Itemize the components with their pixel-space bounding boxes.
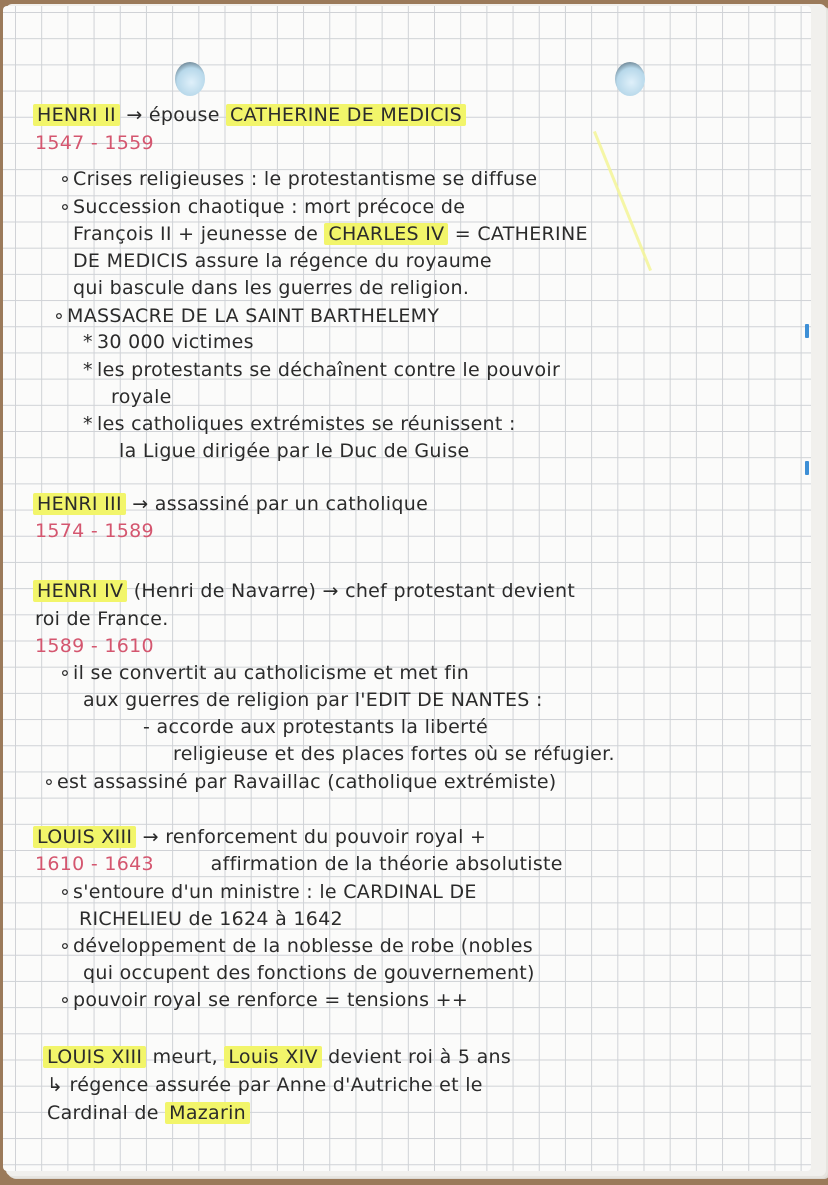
king-name: HENRI IV — [33, 580, 127, 602]
bullet-continuation: François II + jeunesse de CHARLES IV = CATHERINE — [73, 223, 588, 245]
sub-bullet-item: * les protestants se déchaînent contre le pouvoir — [83, 359, 561, 381]
highlighted-name: CHARLES IV — [324, 223, 448, 245]
summary-continuation: roi de France. — [35, 608, 169, 630]
sub-item-continuation: religieuse et des places fortes où se réfugier. — [173, 743, 615, 765]
bullet-continuation: aux guerres de religion par l'EDIT DE NANTES : — [83, 689, 543, 711]
bullet-item: ∘MASSACRE DE LA SAINT BARTHELEMY — [53, 305, 440, 327]
highlighted-name: CATHERINE DE MEDICIS — [226, 104, 466, 126]
bullet-item: ∘Crises religieuses : le protestantisme se diffuse — [59, 168, 538, 190]
conclusion-line: LOUIS XIII meurt, Louis XIV devient roi à 5 ans — [43, 1044, 511, 1070]
arrow-icon: → — [132, 493, 149, 515]
highlighted-name: Mazarin — [165, 1102, 250, 1124]
bullet-item: ∘développement de la noblesse de robe (nobles — [59, 935, 533, 957]
bullet-continuation: qui occupent des fonctions de gouvernement) — [83, 962, 535, 984]
conclusion-line: Cardinal de Mazarin — [47, 1100, 250, 1126]
bullet-item: ∘pouvoir royal se renforce = tensions ++ — [59, 989, 469, 1011]
reign-dates: 1574 - 1589 — [35, 520, 154, 542]
summary-text: assassiné par un catholique — [154, 493, 429, 515]
bullet-item: ∘est assassiné par Ravaillac (catholique extrémiste) — [43, 771, 557, 793]
section-louis-xiii-subheading — [35, 851, 563, 877]
reign-dates: 1547 - 1559 — [35, 132, 154, 154]
bullet-item: ∘Succession chaotique : mort précoce de — [59, 196, 466, 218]
king-name: HENRI III — [33, 493, 126, 515]
arrow-icon: → — [142, 826, 159, 848]
notebook-page — [3, 6, 811, 1171]
bullet-continuation: RICHELIEU de 1624 à 1642 — [79, 908, 343, 930]
summary-text: (Henri de Navarre) → chef protestant devient — [133, 580, 576, 602]
sub-bullet-continuation: la Ligue dirigée par le Duc de Guise — [119, 440, 470, 462]
summary-text: renforcement du pouvoir royal + — [165, 826, 487, 848]
king-name: LOUIS XIII — [33, 826, 136, 848]
conclusion-line: ↳ régence assurée par Anne d'Autriche et le — [47, 1074, 483, 1096]
sub-bullet-continuation: royale — [111, 386, 172, 408]
arrow-icon: → — [126, 104, 143, 126]
section-henri-iii-heading — [33, 491, 428, 517]
bullet-item: ∘il se convertit au catholicisme et met fin — [59, 662, 470, 684]
sub-item: - accorde aux protestants la liberté — [143, 716, 488, 738]
bullet-item: ∘s'entoure d'un ministre : le CARDINAL DE — [59, 881, 477, 903]
sub-bullet-item: * 30 000 victimes — [83, 331, 254, 353]
sub-bullet-item: * les catholiques extrémistes se réunissent : — [83, 413, 516, 435]
bullet-continuation: qui bascule dans les guerres de religion. — [73, 277, 470, 299]
bullet-continuation: DE MEDICIS assure la régence du royaume — [73, 250, 492, 272]
summary-continuation: affirmation de la théorie absolutiste — [210, 853, 563, 875]
section-henri-iv-heading — [33, 578, 575, 604]
highlighted-name: Louis XIV — [224, 1046, 321, 1068]
notes-content — [3, 6, 811, 1171]
section-henri-ii-heading — [33, 102, 466, 128]
reign-dates: 1589 - 1610 — [35, 635, 154, 657]
king-name: HENRI II — [33, 104, 120, 126]
highlighted-name: LOUIS XIII — [43, 1046, 146, 1068]
reign-dates: 1610 - 1643 — [35, 853, 154, 875]
summary-text: épouse — [148, 104, 220, 126]
section-louis-xiii-heading — [33, 824, 486, 850]
